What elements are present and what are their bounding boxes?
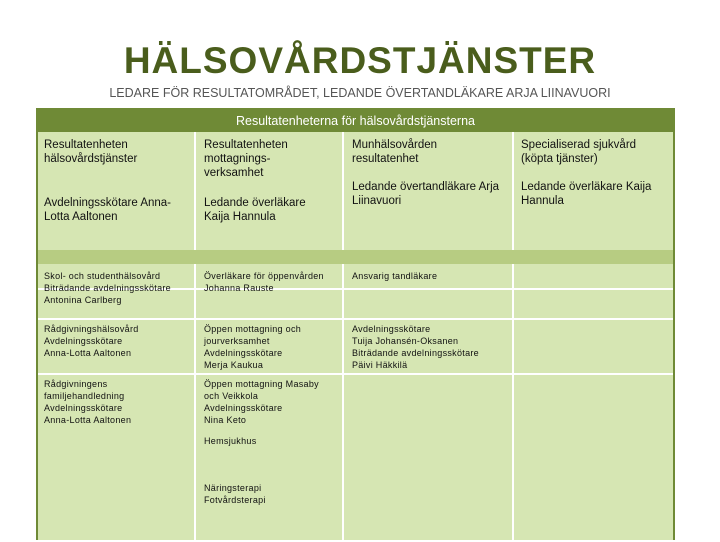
- col2-sub-3: [204, 378, 340, 426]
- sub-unit-title: jourverksamhet: [204, 336, 270, 346]
- sub-unit-title: Öppen mottagning och: [204, 324, 302, 334]
- sub-unit-title: och Veikkola: [204, 391, 259, 401]
- sub-unit-title: Överläkare för öppenvården: [204, 271, 324, 281]
- column-divider: [194, 132, 196, 542]
- table-header: Resultatenheterna för hälsovårdstjänsterna: [38, 110, 673, 132]
- unit-name-col2: Resultatenheten mottagnings-verksamhet: [204, 139, 288, 179]
- unit-leader-col4: Ledande överläkare Kaija Hannula: [521, 181, 652, 207]
- col1-sub-2: [44, 323, 192, 359]
- page-subtitle: LEDARE FÖR RESULTATOMRÅDET, LEDANDE ÖVERTANDLÄKARE ARJA LIINAVUORI: [109, 86, 611, 100]
- sub-unit-name: Nina Keto: [204, 415, 247, 425]
- column-divider: [342, 132, 344, 542]
- row-divider: [38, 318, 673, 320]
- page-title: HÄLSOVÅRDSTJÄNSTER: [123, 40, 597, 81]
- sub-unit-title: Öppen mottagning Masaby: [204, 379, 319, 389]
- sub-unit-name: Anna-Lotta Aaltonen: [44, 415, 132, 425]
- unit-leader-col3: Ledande övertandläkare Arja Liinavuori: [352, 181, 500, 207]
- col3-sub-2: [352, 323, 502, 371]
- sub-unit-title: Rådgivningshälsovård: [44, 324, 139, 334]
- col3-sub-1: Ansvarig tandläkare: [352, 271, 438, 281]
- unit-name-col1: Resultatenheten hälsovårdstjänster: [44, 139, 138, 165]
- sub-unit-role: Avdelningsskötare: [204, 403, 283, 413]
- unit-name-col3: Munhälsovården resultatenhet: [352, 139, 438, 165]
- sub-unit-title: Fotvårdsterapi: [204, 495, 266, 505]
- col2-sub-5: [204, 482, 340, 506]
- sub-unit-role: Biträdande avdelningsskötare: [44, 283, 171, 293]
- org-table: [36, 108, 675, 540]
- col2-sub-4: Hemsjukhus: [204, 436, 257, 446]
- column-divider: [512, 132, 514, 542]
- unit-leader-col1: Avdelningsskötare Anna-Lotta Aaltonen: [44, 197, 172, 223]
- col2-sub-1: [204, 270, 340, 294]
- sub-unit-role: Avdelningsskötare: [204, 348, 283, 358]
- sub-unit-name: Merja Kaukua: [204, 360, 264, 370]
- sub-unit-name: Tuija Johansén-Oksanen: [352, 336, 459, 346]
- sub-unit-name: Päivi Häkkilä: [352, 360, 408, 370]
- sub-unit-title: Näringsterapi: [204, 483, 262, 493]
- sub-unit-name: Johanna Rauste: [204, 283, 274, 293]
- col1-sub-1: [44, 270, 192, 306]
- sub-unit-title: Rådgivningens: [44, 379, 108, 389]
- sub-unit-title: familjehandledning: [44, 391, 125, 401]
- sub-unit-name: Anna-Lotta Aaltonen: [44, 348, 132, 358]
- sub-unit-role: Avdelningsskötare: [44, 336, 123, 346]
- row-divider: [38, 373, 673, 375]
- sub-unit-role: Avdelningsskötare: [44, 403, 123, 413]
- sub-unit-title: Skol- och studenthälsovård: [44, 271, 161, 281]
- col1-sub-3: [44, 378, 192, 426]
- row-separator-band: [38, 250, 673, 264]
- col2-sub-2: [204, 323, 340, 371]
- sub-unit-role: Biträdande avdelningsskötare: [352, 348, 479, 358]
- sub-unit-role: Avdelningsskötare: [352, 324, 431, 334]
- sub-unit-name: Antonina Carlberg: [44, 295, 122, 305]
- unit-name-col4: Specialiserad sjukvård (köpta tjänster): [521, 139, 637, 165]
- unit-leader-col2: Ledande överläkare Kaija Hannula: [204, 197, 306, 223]
